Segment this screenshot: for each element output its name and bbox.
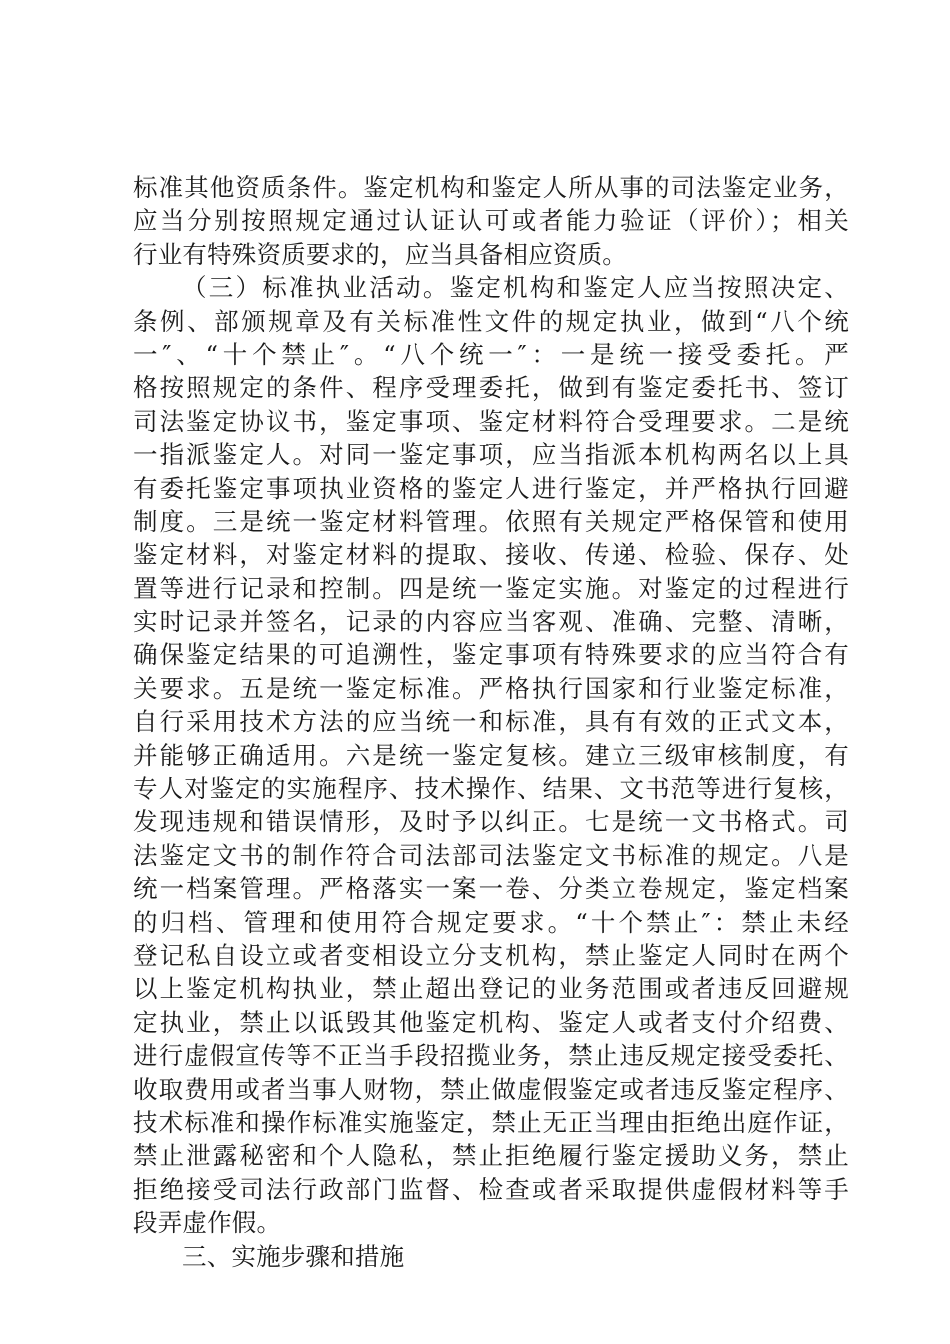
text-line: 禁止泄露秘密和个人隐私，禁止拒绝履行鉴定援助义务，禁止 bbox=[133, 1141, 849, 1171]
text-line: 应当分别按照规定通过认证认可或者能力验证（评价）；相关 bbox=[133, 206, 849, 236]
text-line: 条例、部颁规章及有关标准性文件的规定执业，做到“八个统 bbox=[133, 306, 849, 336]
text-line: 法鉴定文书的制作符合司法部司法鉴定文书标准的规定。八是 bbox=[133, 840, 849, 870]
text-line: 确保鉴定结果的可追溯性，鉴定事项有特殊要求的应当符合有 bbox=[133, 640, 849, 670]
text-line: 制度。三是统一鉴定材料管理。依照有关规定严格保管和使用 bbox=[133, 506, 849, 536]
text-line: 有委托鉴定事项执业资格的鉴定人进行鉴定，并严格执行回避 bbox=[133, 473, 849, 503]
text-line: 拒绝接受司法行政部门监督、检查或者采取提供虚假材料等手 bbox=[133, 1174, 849, 1204]
text-line: 收取费用或者当事人财物，禁止做虚假鉴定或者违反鉴定程序、 bbox=[133, 1074, 849, 1104]
text-line: 标准其他资质条件。鉴定机构和鉴定人所从事的司法鉴定业务， bbox=[133, 173, 849, 202]
text-line: 并能够正确适用。六是统一鉴定复核。建立三级审核制度，有 bbox=[133, 740, 849, 770]
text-line: 以上鉴定机构执业，禁止超出登记的业务范围或者违反回避规 bbox=[133, 974, 849, 1004]
text-line: 行业有特殊资质要求的，应当具备相应资质。 bbox=[133, 239, 627, 269]
text-line: 自行采用技术方法的应当统一和标准，具有有效的正式文本， bbox=[133, 707, 849, 737]
text-line: 一指派鉴定人。对同一鉴定事项，应当指派本机构两名以上具 bbox=[133, 440, 849, 470]
text-line: 进行虚假宣传等不正当手段招揽业务，禁止违反规定接受委托、 bbox=[133, 1041, 849, 1071]
text-line: 段弄虚作假。 bbox=[133, 1208, 282, 1238]
text-line: 专人对鉴定的实施程序、技术操作、结果、文书范等进行复核， bbox=[133, 774, 849, 804]
text-line: 统一档案管理。严格落实一案一卷、分类立卷规定，鉴定档案 bbox=[133, 874, 849, 904]
text-line: 的归档、管理和使用符合规定要求。“十个禁止″：禁止未经 bbox=[133, 907, 849, 937]
text-line: 实时记录并签名，记录的内容应当客观、准确、完整、清晰， bbox=[133, 607, 849, 637]
section-heading-line: （三）标准执业活动。鉴定机构和鉴定人应当按照决定、 bbox=[182, 273, 849, 303]
text-line: 司法鉴定协议书，鉴定事项、鉴定材料符合受理要求。二是统 bbox=[133, 406, 849, 436]
text-line: 置等进行记录和控制。四是统一鉴定实施。对鉴定的过程进行 bbox=[133, 573, 849, 603]
text-line: 定执业，禁止以诋毁其他鉴定机构、鉴定人或者支付介绍费、 bbox=[133, 1007, 849, 1037]
text-line: 技术标准和操作标准实施鉴定，禁止无正当理由拒绝出庭作证， bbox=[133, 1107, 849, 1137]
text-line: 格按照规定的条件、程序受理委托，做到有鉴定委托书、签订 bbox=[133, 373, 849, 403]
text-line: 一″、“十个禁止″。“八个统一″：一是统一接受委托。严 bbox=[133, 339, 849, 369]
body-text bbox=[133, 171, 849, 1273]
text-line: 关要求。五是统一鉴定标准。严格执行国家和行业鉴定标准， bbox=[133, 673, 849, 703]
section-heading: 三、实施步骤和措施 bbox=[182, 1241, 405, 1271]
text-line: 发现违规和错误情形，及时予以纠正。七是统一文书格式。司 bbox=[133, 807, 849, 837]
text-line: 鉴定材料，对鉴定材料的提取、接收、传递、检验、保存、处 bbox=[133, 540, 849, 570]
text-line: 登记私自设立或者变相设立分支机构，禁止鉴定人同时在两个 bbox=[133, 940, 849, 970]
